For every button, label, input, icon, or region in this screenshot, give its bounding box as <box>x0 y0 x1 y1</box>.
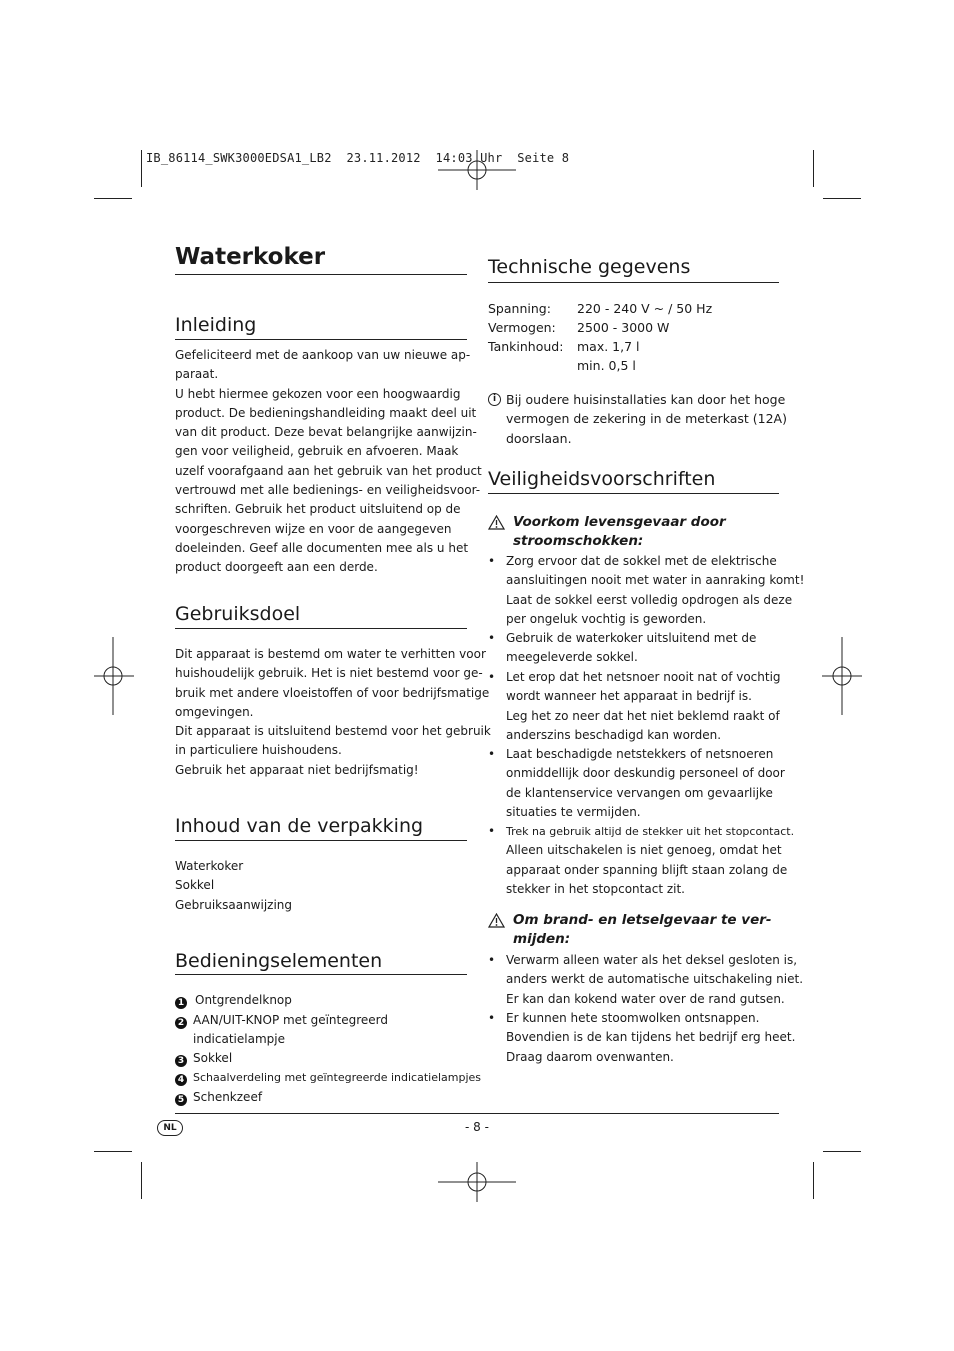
bullet-line: Alleen uitschakelen is niet genoeg, omdat het <box>506 843 782 858</box>
bullet-line: situaties te vermijden. <box>506 804 641 819</box>
inleiding-line: product doorgeeft aan een derde. <box>175 560 378 575</box>
control-label: Sokkel <box>193 1051 233 1065</box>
rule-inhoud <box>175 840 467 841</box>
bullet-line: Laat de sokkel eerst volledig opdrogen als deze <box>506 592 793 607</box>
spec-label: Tankinhoud: <box>488 339 564 354</box>
inleiding-line: schriften. Gebruik het product uitsluitend op de <box>175 502 461 517</box>
page-title: Waterkoker <box>175 244 326 270</box>
bullet-line: onmiddellijk door deskundig personeel of door <box>506 766 785 781</box>
number-3-badge: 3 <box>175 1055 187 1067</box>
heading-inleiding: Inleiding <box>175 314 257 336</box>
gebruiksdoel-text <box>175 645 491 780</box>
inleiding-line: doeleinden. Geef alle documenten mee als u het <box>175 540 469 555</box>
warning-heading-electric <box>488 513 779 553</box>
control-item-2-cont <box>193 1030 285 1049</box>
note-line: doorslaan. <box>506 430 572 446</box>
technical-note <box>488 390 787 450</box>
gebruiksdoel-line: Gebruik het apparaat niet bedrijfsmatig! <box>175 762 419 777</box>
control-item-5 <box>175 1088 262 1107</box>
control-label: Ontgrendelknop <box>195 993 292 1007</box>
inhoud-list <box>175 857 292 915</box>
bullet-line: Er kan dan kokend water over de rand gutsen. <box>506 991 785 1006</box>
control-label: Schaalverdeling met geïntegreerde indicatielampjes <box>193 1071 482 1084</box>
control-label: Schenkzeef <box>193 1090 263 1104</box>
bullet-line: Bovendien is de kan tijdens het bedrijf erg heet. <box>506 1030 796 1045</box>
footer-rule <box>175 1113 779 1114</box>
bullet-line: aansluitingen nooit met water in aanraking komt! <box>506 573 805 588</box>
spec-value: max. 1,7 l <box>577 339 640 354</box>
warning-triangle-icon <box>488 913 505 928</box>
number-5-badge: 5 <box>175 1094 187 1106</box>
inleiding-line: paraat. <box>175 367 219 382</box>
bullet-line: Gebruik de waterkoker uitsluitend met de <box>506 631 757 645</box>
inleiding-line: gen voor veiligheid, gebruik en afvoeren. Maak <box>175 444 459 459</box>
warning-title: stroomschokken: <box>513 533 644 549</box>
warning-title: Om brand- en letselgevaar te ver- <box>513 912 772 928</box>
rule-technisch <box>488 282 779 283</box>
rule-gebruiksdoel <box>175 628 467 629</box>
registration-mark-bottom <box>438 1162 516 1202</box>
bullet-line: Leg het zo neer dat het niet beklemd raakt of <box>506 708 780 723</box>
page-number: - 8 - <box>465 1120 489 1134</box>
print-slug: IB_86114_SWK3000EDSA1_LB2 23.11.2012 14:03 Uhr Seite 8 <box>146 151 570 165</box>
gebruiksdoel-line: bruik met andere vloeistoffen of voor bedrijfsmatige <box>175 685 490 700</box>
title-rule <box>175 274 467 275</box>
control-label: indicatielampje <box>193 1032 285 1046</box>
rule-inleiding <box>175 339 467 340</box>
bullet-line: wordt wanneer het apparaat in bedrijf is. <box>506 689 752 704</box>
number-2-badge: 2 <box>175 1017 187 1029</box>
inleiding-line: van dit product. Deze bevat belangrijke aanwijzin- <box>175 425 477 440</box>
inleiding-line: uzelf voorafgaand aan het gebruik van het product <box>175 463 482 478</box>
warning-title: Voorkom levensgevaar door <box>513 514 726 530</box>
rule-veiligheid <box>488 493 779 494</box>
heading-veiligheid: Veiligheidsvoorschriften <box>488 468 716 490</box>
control-label: AAN/UIT-KNOP met geïntegreerd <box>193 1013 389 1027</box>
bullet-line: anders werkt de automatische uitschakeling niet. <box>506 972 804 987</box>
inleiding-line: Gefeliciteerd met de aankoop van uw nieuwe ap- <box>175 348 471 362</box>
spec-value: 220 - 240 V ~ / 50 Hz <box>577 301 713 316</box>
bullet-line: Er kunnen hete stoomwolken ontsnappen. <box>506 1011 760 1025</box>
registration-mark-left <box>94 637 134 715</box>
spec-label: Vermogen: <box>488 320 556 335</box>
bullet-line: de klantenservice vervangen om gevaarlijke <box>506 785 773 800</box>
inleiding-line: U hebt hiermee gekozen voor een hoogwaardig <box>175 386 461 401</box>
inleiding-line: vertrouwd met alle bedienings- en veiligheidsvoor- <box>175 483 481 498</box>
bullet-line: Laat beschadigde netstekkers of netsnoeren <box>506 747 774 761</box>
inleiding-text <box>175 346 482 578</box>
control-item-2 <box>175 1011 388 1030</box>
gebruiksdoel-line: in particuliere huishoudens. <box>175 743 342 758</box>
gebruiksdoel-line: huishoudelijk gebruik. Het is niet bestemd voor ge- <box>175 666 483 681</box>
registration-mark-right <box>822 637 862 715</box>
heading-gebruiksdoel: Gebruiksdoel <box>175 603 301 625</box>
bullet-line: Trek na gebruik altijd de stekker uit het stopcontact. <box>506 825 795 838</box>
gebruiksdoel-line: Dit apparaat is uitsluitend bestemd voor het gebruik <box>175 724 491 739</box>
bullet-line: Zorg ervoor dat de sokkel met de elektrische <box>506 554 777 568</box>
warning-title: mijden: <box>513 931 571 947</box>
gebruiksdoel-line: Dit apparaat is bestemd om water te verhitten voor <box>175 647 486 661</box>
inhoud-item: Sokkel <box>175 878 215 893</box>
heading-technisch: Technische gegevens <box>488 256 691 278</box>
note-line: Bij oudere huisinstallaties kan door het hoge <box>506 392 786 407</box>
inleiding-line: product. De bedieningshandleiding maakt deel uit <box>175 405 477 420</box>
bullet-line: stekker in het stopcontact zit. <box>506 881 685 896</box>
warning-heading-fire <box>488 911 779 951</box>
note-line: vermogen de zekering in de meterkast (12A) <box>506 411 787 427</box>
bullet-line: per ongeluk vochtig is geworden. <box>506 611 707 626</box>
control-item-3 <box>175 1049 232 1068</box>
gebruiksdoel-line: omgevingen. <box>175 704 254 719</box>
warning-triangle-icon <box>488 515 505 530</box>
language-badge: NL <box>157 1120 183 1136</box>
heading-bediening: Bedieningselementen <box>175 950 383 972</box>
bullet-line: Draag daarom ovenwanten. <box>506 1049 674 1064</box>
spec-value: 2500 - 3000 W <box>577 320 670 335</box>
bullet-line: Let erop dat het netsnoer nooit nat of vochtig <box>506 670 781 684</box>
inhoud-item: Waterkoker <box>175 859 244 873</box>
info-icon: i <box>488 393 501 406</box>
bullet-line: anderszins beschadigd kan worden. <box>506 727 722 742</box>
spec-label: Spanning: <box>488 301 551 316</box>
inleiding-line: voorgeschreven wijze en voor de aangegeven <box>175 521 452 536</box>
inhoud-item: Gebruiksaanwijzing <box>175 897 293 912</box>
bullet-line: meegeleverde sokkel. <box>506 650 638 665</box>
heading-inhoud: Inhoud van de verpakking <box>175 815 424 837</box>
number-1-badge: 1 <box>175 997 187 1009</box>
bullet-line: apparaat onder spanning blijft staan zolang de <box>506 862 788 877</box>
control-item-4 <box>175 1068 481 1087</box>
control-item-1 <box>175 991 292 1010</box>
bullet-line: Verwarm alleen water als het deksel gesloten is, <box>506 953 798 967</box>
number-4-badge: 4 <box>175 1074 187 1086</box>
spec-value: min. 0,5 l <box>577 358 636 373</box>
rule-bediening <box>175 974 467 975</box>
